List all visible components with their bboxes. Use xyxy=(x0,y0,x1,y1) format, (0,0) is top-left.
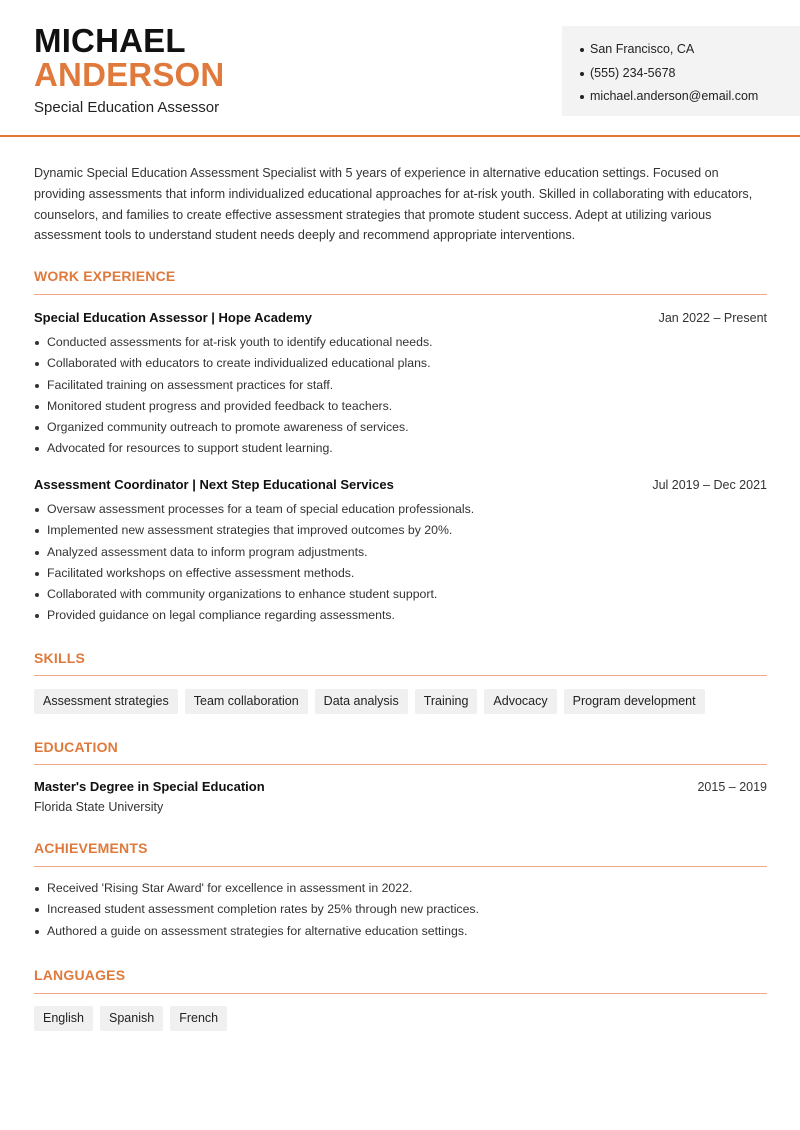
list-item: Provided guidance on legal compliance regarding assessments. xyxy=(34,605,769,626)
contact-list xyxy=(580,38,800,109)
skill-chip: Assessment strategies xyxy=(34,689,178,714)
list-item: Collaborated with educators to create individualized educational plans. xyxy=(34,353,769,374)
professional-summary: Dynamic Special Education Assessment Specialist with 5 years of experience in alternative education settings. Focused on providing assessments that inform individualized educational approaches for at-risk youth. Skilled in collaborating with educators, counselors, and families to create effective assessment strategies that promote student success. Adept at utilizing various assessment tools to understand student needs deeply and recommend appropriate interventions. xyxy=(34,166,753,243)
education-dates: 2015 – 2019 xyxy=(697,780,767,794)
list-item: Received 'Rising Star Award' for excellence in assessment in 2022. xyxy=(34,878,769,899)
job-dates-1: Jan 2022 – Present xyxy=(658,311,767,325)
list-item: Implemented new assessment strategies that improved outcomes by 20%. xyxy=(34,520,769,541)
skills-list xyxy=(34,689,705,714)
section-title-achievements: ACHIEVEMENTS xyxy=(34,840,148,856)
list-item: Organized community outreach to promote awareness of services. xyxy=(34,417,769,438)
list-item: Monitored student progress and provided feedback to teachers. xyxy=(34,396,769,417)
list-item: Advocated for resources to support student learning. xyxy=(34,438,769,459)
list-item: Authored a guide on assessment strategies for alternative education settings. xyxy=(34,921,769,942)
skill-chip: Advocacy xyxy=(484,689,556,714)
resume-header xyxy=(0,0,800,137)
list-item: Facilitated training on assessment practices for staff. xyxy=(34,375,769,396)
section-title-work-experience: WORK EXPERIENCE xyxy=(34,268,176,284)
list-item: Collaborated with community organizations to enhance student support. xyxy=(34,584,769,605)
section-title-education: EDUCATION xyxy=(34,739,118,755)
section-title-skills: SKILLS xyxy=(34,650,85,666)
job-title: Special Education Assessor xyxy=(34,99,220,116)
language-chip: Spanish xyxy=(100,1006,163,1031)
contact-phone: (555) 234-5678 xyxy=(580,62,800,86)
section-divider xyxy=(34,866,767,867)
list-item: Conducted assessments for at-risk youth to identify educational needs. xyxy=(34,332,769,353)
list-item: Analyzed assessment data to inform program adjustments. xyxy=(34,542,769,563)
list-item: Increased student assessment completion rates by 25% through new practices. xyxy=(34,899,769,920)
job-title-1: Special Education Assessor | Hope Academy xyxy=(34,310,312,325)
job-bullets-2 xyxy=(34,499,769,627)
list-item: Oversaw assessment processes for a team of special education professionals. xyxy=(34,499,769,520)
skill-chip: Team collaboration xyxy=(185,689,308,714)
section-title-languages: LANGUAGES xyxy=(34,967,126,983)
last-name: ANDERSON xyxy=(34,56,225,93)
skill-chip: Data analysis xyxy=(315,689,408,714)
section-divider xyxy=(34,993,767,994)
language-chip: French xyxy=(170,1006,227,1031)
section-divider xyxy=(34,294,767,295)
degree-title: Master's Degree in Special Education xyxy=(34,779,265,794)
school-name: Florida State University xyxy=(34,800,164,814)
contact-box xyxy=(562,26,800,116)
job-title-2: Assessment Coordinator | Next Step Educational Services xyxy=(34,477,394,492)
job-dates-2: Jul 2019 – Dec 2021 xyxy=(652,478,767,492)
contact-location: San Francisco, CA xyxy=(580,38,800,62)
section-divider xyxy=(34,764,767,765)
skill-chip: Program development xyxy=(564,689,705,714)
language-chip: English xyxy=(34,1006,93,1031)
achievements-list xyxy=(34,878,769,942)
section-divider xyxy=(34,675,767,676)
contact-email: michael.anderson@email.com xyxy=(580,85,800,109)
job-bullets-1 xyxy=(34,332,769,460)
skill-chip: Training xyxy=(415,689,478,714)
first-name: MICHAEL xyxy=(34,22,186,59)
list-item: Facilitated workshops on effective assessment methods. xyxy=(34,563,769,584)
languages-list xyxy=(34,1006,227,1031)
